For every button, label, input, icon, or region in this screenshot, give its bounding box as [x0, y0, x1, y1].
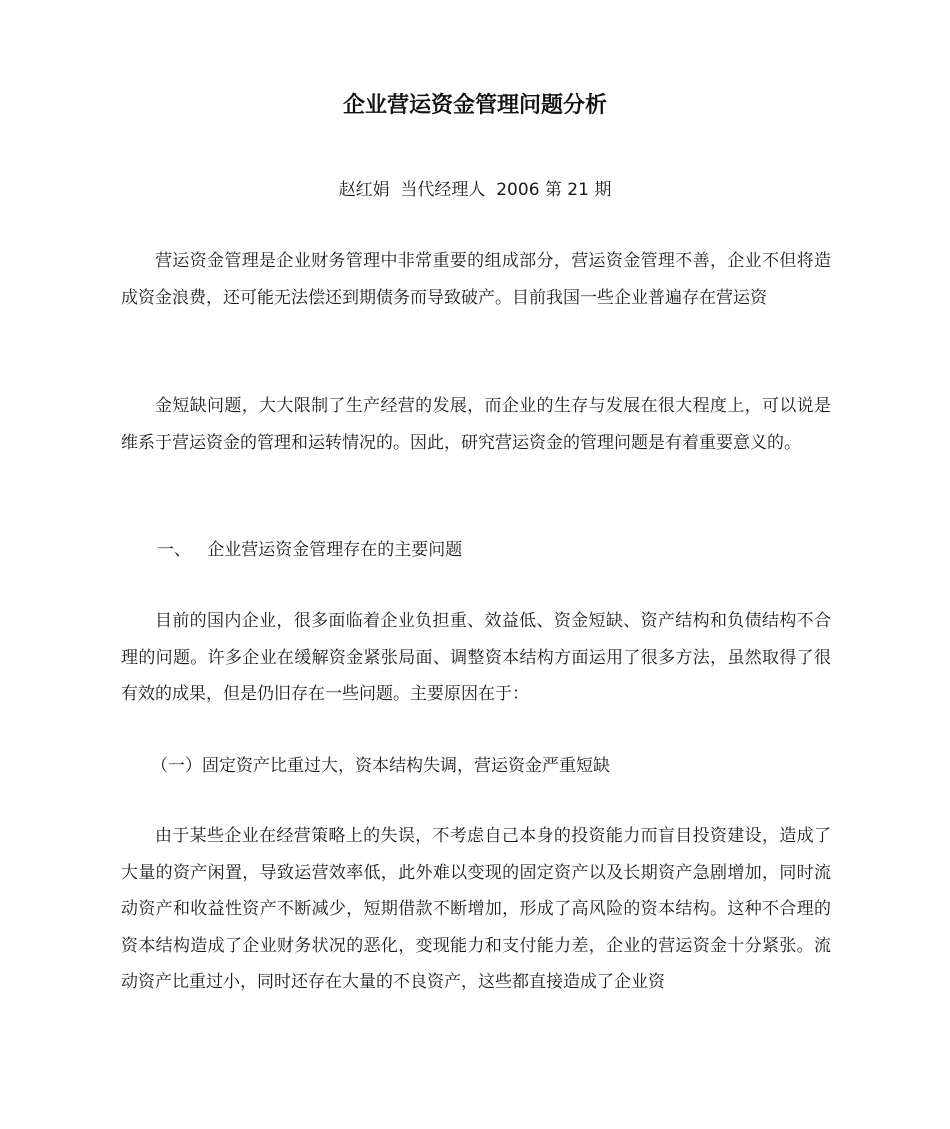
paragraph: 金短缺问题，大大限制了生产经营的发展，而企业的生存与发展在很大程度上，可以说是维系于营运资金的管理和运转情况的。因此，研究营运资金的管理问题是有着重要意义的。	[121, 396, 831, 453]
section-heading-block	[121, 532, 831, 568]
section-heading: 一、 企业营运资金管理存在的主要问题	[157, 540, 463, 560]
subsection-heading-block	[121, 748, 831, 784]
paragraph-4-block	[121, 818, 831, 1001]
paragraph-3-block	[121, 603, 831, 713]
paragraph: 由于某些企业在经营策略上的失误，不考虑自己本身的投资能力而盲目投资建设，造成了大量的资产闲置，导致运营效率低，此外难以变现的固定资产以及长期资产急剧增加，同时流动资产和收益性资产不断减少，短期借款不断增加，形成了高风险的资本结构。这种不合理的资本结构造成了企业财务状况的恶化，变现能力和支付能力差，企业的营运资金十分紧张。流动资产比重过小，同时还存在大量的不良资产，这些都直接造成了企业资	[121, 826, 831, 992]
paragraph: 营运资金管理是企业财务管理中非常重要的组成部分，营运资金管理不善，企业不但将造成资金浪费，还可能无法偿还到期债务而导致破产。目前我国一些企业普遍存在营运资	[121, 251, 831, 308]
document-title: 企业营运资金管理问题分析	[342, 93, 607, 118]
paragraph-1-block	[121, 243, 831, 316]
document-byline: 赵红娟 当代经理人 2006 第 21 期	[338, 180, 612, 200]
paragraph-2-block	[121, 388, 831, 461]
subsection-heading: （一）固定资产比重过大，资本结构失调，营运资金严重短缺	[151, 756, 610, 776]
paragraph: 目前的国内企业，很多面临着企业负担重、效益低、资金短缺、资产结构和负债结构不合理的问题。许多企业在缓解资金紧张局面、调整资本结构方面运用了很多方法，虽然取得了很有效的成果，但是仍旧存在一些问题。主要原因在于：	[121, 611, 831, 704]
